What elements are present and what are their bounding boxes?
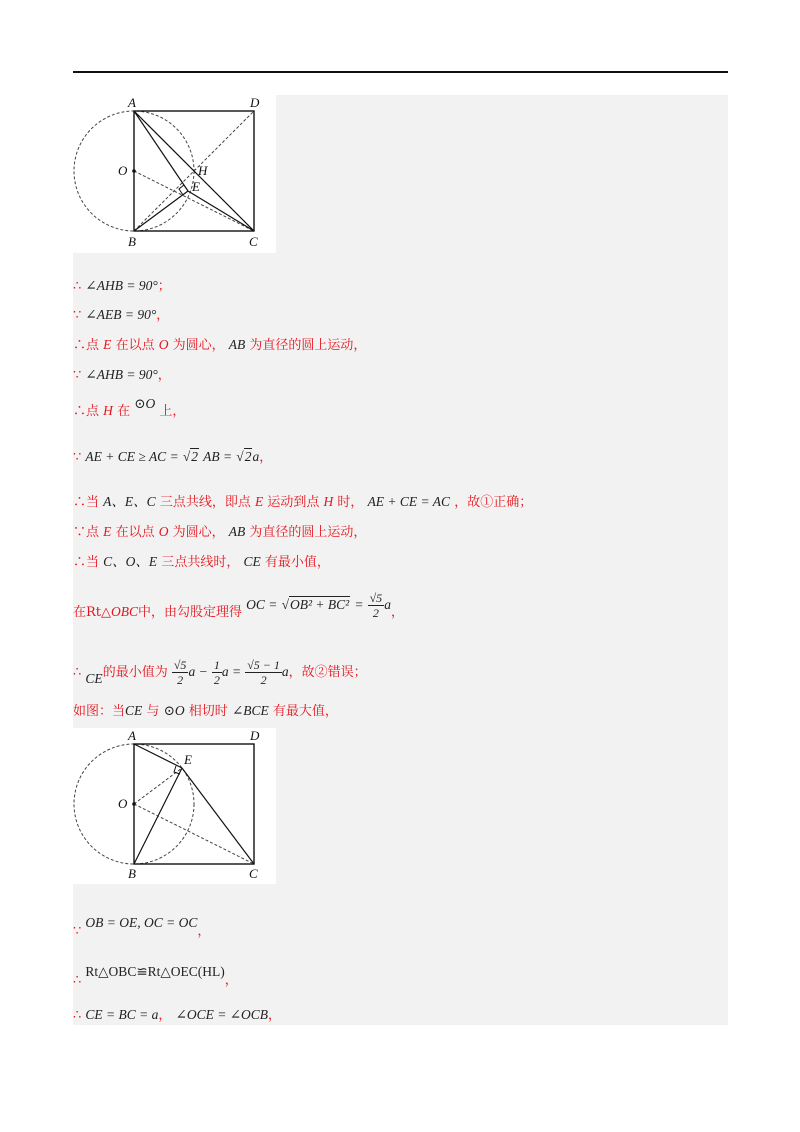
label-O: O (118, 163, 128, 178)
line-14: ∴ Rt△OBC≌Rt△OEC(HL)， (73, 964, 238, 988)
label-C: C (249, 234, 258, 249)
label-D: D (250, 728, 260, 743)
header-rule (73, 71, 728, 73)
geometry-figure-1 (66, 95, 276, 253)
line-2: ∵ ∠AEB = 90°， (73, 307, 170, 323)
label-A: A (128, 728, 136, 743)
line-1: ∴ ∠AHB = 90°； (73, 278, 171, 294)
line-11: ∴ CE的最小值为 $\frac{√5}{2}$ a − $\frac{1}{2}$ a = $\frac{√5 - 1}{2}$ a，故②错误； (73, 658, 367, 687)
label-D: D (250, 95, 260, 110)
geometry-figure-2 (66, 728, 276, 884)
label-B: B (128, 234, 136, 249)
line-13: ∵ OB = OE, OC = OC， (73, 915, 211, 939)
label-E: E (192, 179, 200, 194)
line-5: ∴点 H 在 ⊙O 上， (73, 396, 186, 419)
label-B: B (128, 866, 136, 881)
line-7: ∴当 A、E、C 三点共线，即点 E 运动到点 H 时， AE + CE = AC ，故①正确； (73, 494, 533, 510)
line-15: ∴ CE = BC = a， ∠OCE = ∠OCB， (73, 1007, 282, 1023)
line-12: 如图：当CE 与 ⊙O 相切时 ∠BCE 有最大值， (73, 703, 338, 719)
label-H: H (198, 163, 208, 178)
line-3: ∴点 E 在以点 O 为圆心， AB 为直径的圆上运动， (73, 337, 367, 353)
line-10: 在Rt△OBC中，由勾股定理得 OC = √OB² + BC² = $\frac{√5}{2}$ a， (73, 591, 404, 620)
label-A: A (128, 95, 136, 110)
line-9: ∴当 C、O、E 三点共线时， CE 有最小值， (73, 554, 330, 570)
line-4: ∵ ∠AHB = 90°， (73, 367, 171, 383)
label-O: O (118, 796, 128, 811)
label-E: E (184, 752, 192, 767)
line-6: ∵ AE + CE ≥ AC = √2 AB = √2a， (73, 449, 273, 465)
line-8: ∵点 E 在以点 O 为圆心， AB 为直径的圆上运动， (73, 524, 367, 540)
label-C: C (249, 866, 258, 881)
